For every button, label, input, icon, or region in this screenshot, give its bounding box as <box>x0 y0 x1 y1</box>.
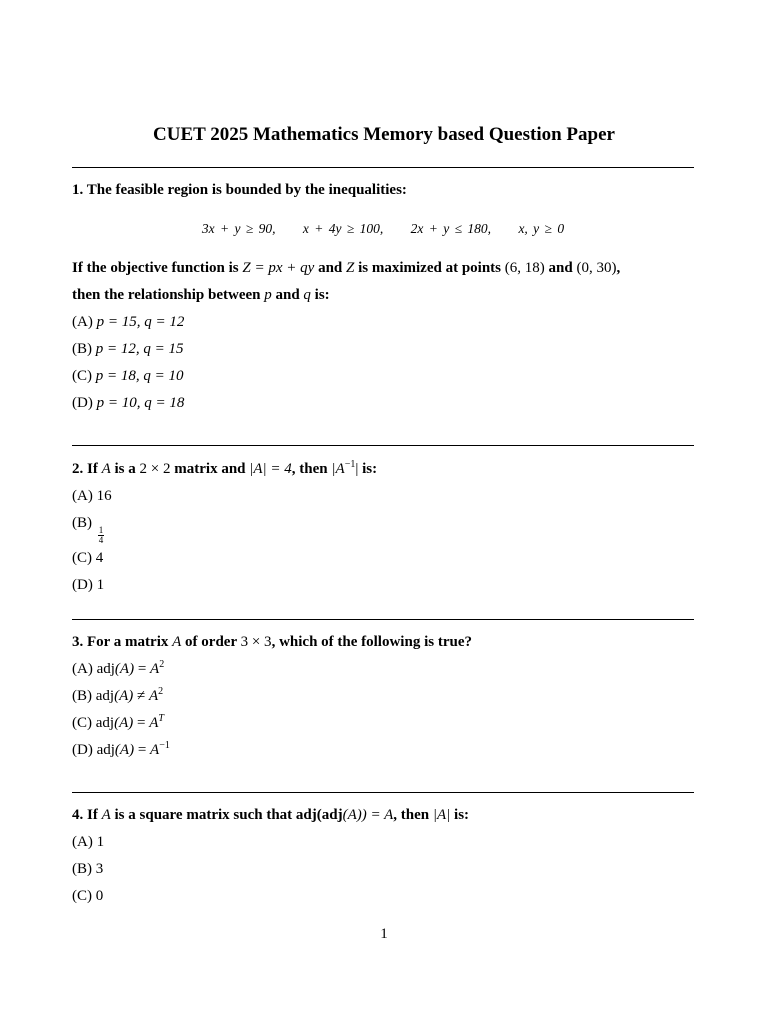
stem-text: is a <box>110 461 140 477</box>
option-superscript: 2 <box>159 659 165 670</box>
option-arg: (A) <box>114 688 134 704</box>
option-arg: (A) <box>114 661 135 677</box>
stem-math: | <box>355 461 359 477</box>
option-value: p = 15, q = 12 <box>96 314 185 330</box>
option-c <box>72 883 694 910</box>
question-1 <box>72 177 694 417</box>
option-b <box>72 510 694 545</box>
stem-math: (6, 18) <box>504 260 545 276</box>
option-label: (C) <box>72 368 92 384</box>
option-rhs: A <box>150 742 160 758</box>
option-relation: = <box>134 742 151 758</box>
stem-text: and <box>271 287 304 303</box>
stem-math: A <box>101 807 111 823</box>
question-3-stem <box>72 629 694 656</box>
option-value: 16 <box>96 488 112 504</box>
option-a <box>72 829 694 856</box>
inequalities-display <box>72 219 694 239</box>
section-rule <box>72 619 694 620</box>
option-arg: (A) <box>114 715 134 731</box>
question-2-stem <box>72 456 694 483</box>
stem-math: |A <box>331 461 345 477</box>
option-d <box>72 572 694 599</box>
option-b <box>72 683 694 710</box>
option-value: 3 <box>95 861 104 877</box>
inequality-2: x + 4y ≥ 100, <box>302 221 384 236</box>
option-fn: adj <box>95 715 115 731</box>
inequality-3: 2x + y ≤ 180, <box>410 221 492 236</box>
stem-math: (A)) = A <box>342 807 394 823</box>
option-c <box>72 545 694 572</box>
question-2 <box>72 456 694 599</box>
option-a <box>72 309 694 336</box>
stem-text: matrix and <box>170 461 250 477</box>
option-relation: = <box>134 661 151 677</box>
question-4-stem <box>72 802 694 829</box>
option-c <box>72 710 694 737</box>
stem-text: then the relationship between <box>72 287 265 303</box>
option-label: (D) <box>72 742 93 758</box>
section-rule <box>72 792 694 793</box>
option-label: (D) <box>72 395 93 411</box>
stem-text: 4. If <box>72 807 102 823</box>
option-value: p = 18, q = 10 <box>95 368 184 384</box>
option-superscript: 2 <box>158 686 164 697</box>
stem-text: of order <box>181 634 241 650</box>
title-rule <box>72 167 694 168</box>
option-label: (B) <box>72 861 92 877</box>
option-label: (B) <box>72 341 92 357</box>
option-arg: (A) <box>114 742 135 758</box>
option-label: (A) <box>72 661 93 677</box>
question-1-stem-line-2 <box>72 282 694 309</box>
option-value: 1 <box>96 577 105 593</box>
question-1-stem <box>72 255 694 282</box>
question-1-intro: 1. The feasible region is bounded by the inequalities: <box>72 182 407 198</box>
fraction-denominator: 4 <box>98 535 104 545</box>
stem-text: If the objective function is <box>72 260 243 276</box>
stem-math: p <box>264 287 272 303</box>
stem-text: is maximized at points <box>354 260 505 276</box>
option-fn: adj <box>96 661 115 677</box>
page-title: CUET 2025 Mathematics Memory based Question Paper <box>153 124 615 145</box>
option-superscript: T <box>158 713 164 724</box>
option-value: p = 10, q = 18 <box>96 395 185 411</box>
fraction-numerator: 1 <box>98 525 104 535</box>
option-c <box>72 363 694 390</box>
inequality-4: x, y ≥ 0 <box>518 221 565 236</box>
option-a <box>72 483 694 510</box>
option-label: (A) <box>72 314 93 330</box>
fraction <box>98 526 105 545</box>
option-a <box>72 656 694 683</box>
stem-text: and <box>314 260 346 276</box>
question-4 <box>72 802 694 910</box>
option-label: (C) <box>72 715 92 731</box>
stem-text: , <box>616 260 621 276</box>
stem-math: A <box>172 634 182 650</box>
stem-math: Z = px + qy <box>242 260 315 276</box>
stem-superscript: −1 <box>344 459 356 470</box>
option-superscript: −1 <box>159 740 170 751</box>
option-b <box>72 336 694 363</box>
option-label: (B) <box>72 688 92 704</box>
stem-text: 3. For a matrix <box>72 634 173 650</box>
option-d <box>72 390 694 417</box>
option-rhs: A <box>148 688 159 704</box>
stem-math: 3 × 3 <box>240 634 272 650</box>
question-3 <box>72 629 694 764</box>
section-rule <box>72 445 694 446</box>
option-fn: adj <box>96 742 115 758</box>
stem-math: (0, 30) <box>576 260 617 276</box>
option-relation: = <box>133 715 150 731</box>
option-rhs: A <box>150 661 160 677</box>
stem-math: Z <box>346 260 355 276</box>
stem-text: , then <box>393 807 433 823</box>
option-label: (A) <box>72 834 93 850</box>
option-value: 0 <box>95 888 104 904</box>
stem-text: 2. If <box>72 461 102 477</box>
stem-text: is a square matrix such that adj(adj <box>110 807 343 823</box>
stem-text: is: <box>358 461 378 477</box>
option-label: (C) <box>72 550 92 566</box>
stem-text: is: <box>310 287 330 303</box>
page-number: 1 <box>380 926 388 942</box>
option-fn: adj <box>95 688 115 704</box>
stem-text: is: <box>450 807 470 823</box>
option-label: (D) <box>72 577 93 593</box>
option-value: 4 <box>95 550 104 566</box>
stem-text: , which of the following is true? <box>271 634 472 650</box>
inequality-1: 3x + y ≥ 90, <box>201 221 276 236</box>
stem-math: 2 × 2 <box>139 461 171 477</box>
stem-math: |A| <box>432 807 451 823</box>
option-d <box>72 737 694 764</box>
option-label: (B) <box>72 515 92 531</box>
option-label: (C) <box>72 888 92 904</box>
stem-text: and <box>544 260 577 276</box>
option-b <box>72 856 694 883</box>
stem-math: |A| = 4 <box>249 461 292 477</box>
option-value: p = 12, q = 15 <box>95 341 184 357</box>
option-relation: ≠ <box>133 688 149 704</box>
stem-math: q <box>303 287 311 303</box>
stem-math: A <box>101 461 111 477</box>
option-value: 1 <box>96 834 105 850</box>
option-label: (A) <box>72 488 93 504</box>
stem-text: , then <box>291 461 332 477</box>
option-rhs: A <box>149 715 159 731</box>
